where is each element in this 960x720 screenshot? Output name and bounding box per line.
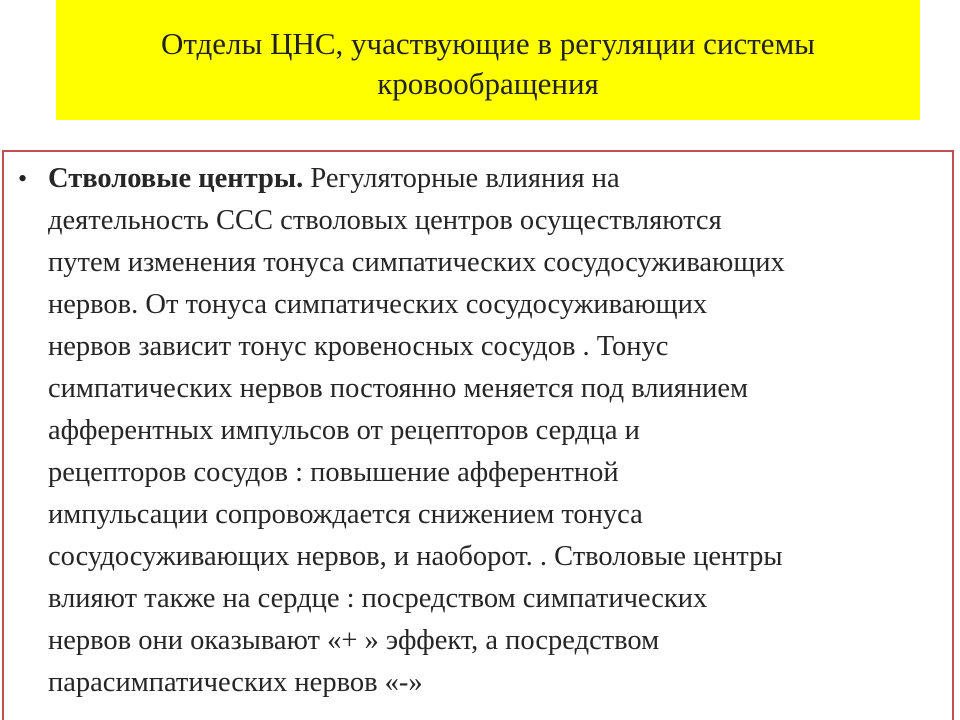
- bullet-paragraph: [48, 158, 948, 704]
- paragraph-line-7: афферентных импульсов от рецепторов сердца и: [48, 415, 640, 446]
- title-line-2: кровообращения: [377, 66, 599, 101]
- paragraph-line-2: деятельность ССС стволовых центров осуществляются: [48, 205, 722, 236]
- content-frame: [2, 150, 954, 720]
- bold-lead: Стволовые центры.: [48, 163, 304, 194]
- slide-title: [161, 24, 815, 104]
- paragraph-line-3: путем изменения тонуса симпатических сосудосуживающих: [48, 247, 785, 278]
- bullet-item: [18, 158, 948, 704]
- paragraph-line-4: нервов. От тонуса симпатических сосудосуживающих: [48, 289, 708, 320]
- paragraph-line-10: сосудосуживающих нервов, и наоборот. . Стволовые центры: [48, 541, 783, 572]
- title-line-1: Отделы ЦНС, участвующие в регуляции системы: [160, 26, 816, 61]
- paragraph-line-9: импульсации сопровождается снижением тонуса: [48, 499, 643, 530]
- line-1-rest: Регуляторные влияния на: [303, 163, 620, 194]
- paragraph-line-5: нервов зависит тонус кровеносных сосудов . Тонус: [48, 331, 669, 362]
- paragraph-line-6: симпатических нервов постоянно меняется под влиянием: [48, 373, 749, 404]
- paragraph-line-12: нервов они оказывают «+ » эффект, а посредством: [48, 625, 660, 656]
- title-banner: [56, 0, 920, 120]
- paragraph-line-11: влияют также на сердце : посредством симпатических: [48, 583, 708, 614]
- paragraph-line-8: рецепторов сосудов : повышение афферентной: [48, 457, 619, 488]
- bullet-icon: •: [18, 164, 28, 193]
- paragraph-line-1: [48, 158, 948, 200]
- paragraph-line-13: парасимпатических нервов «-»: [48, 667, 423, 698]
